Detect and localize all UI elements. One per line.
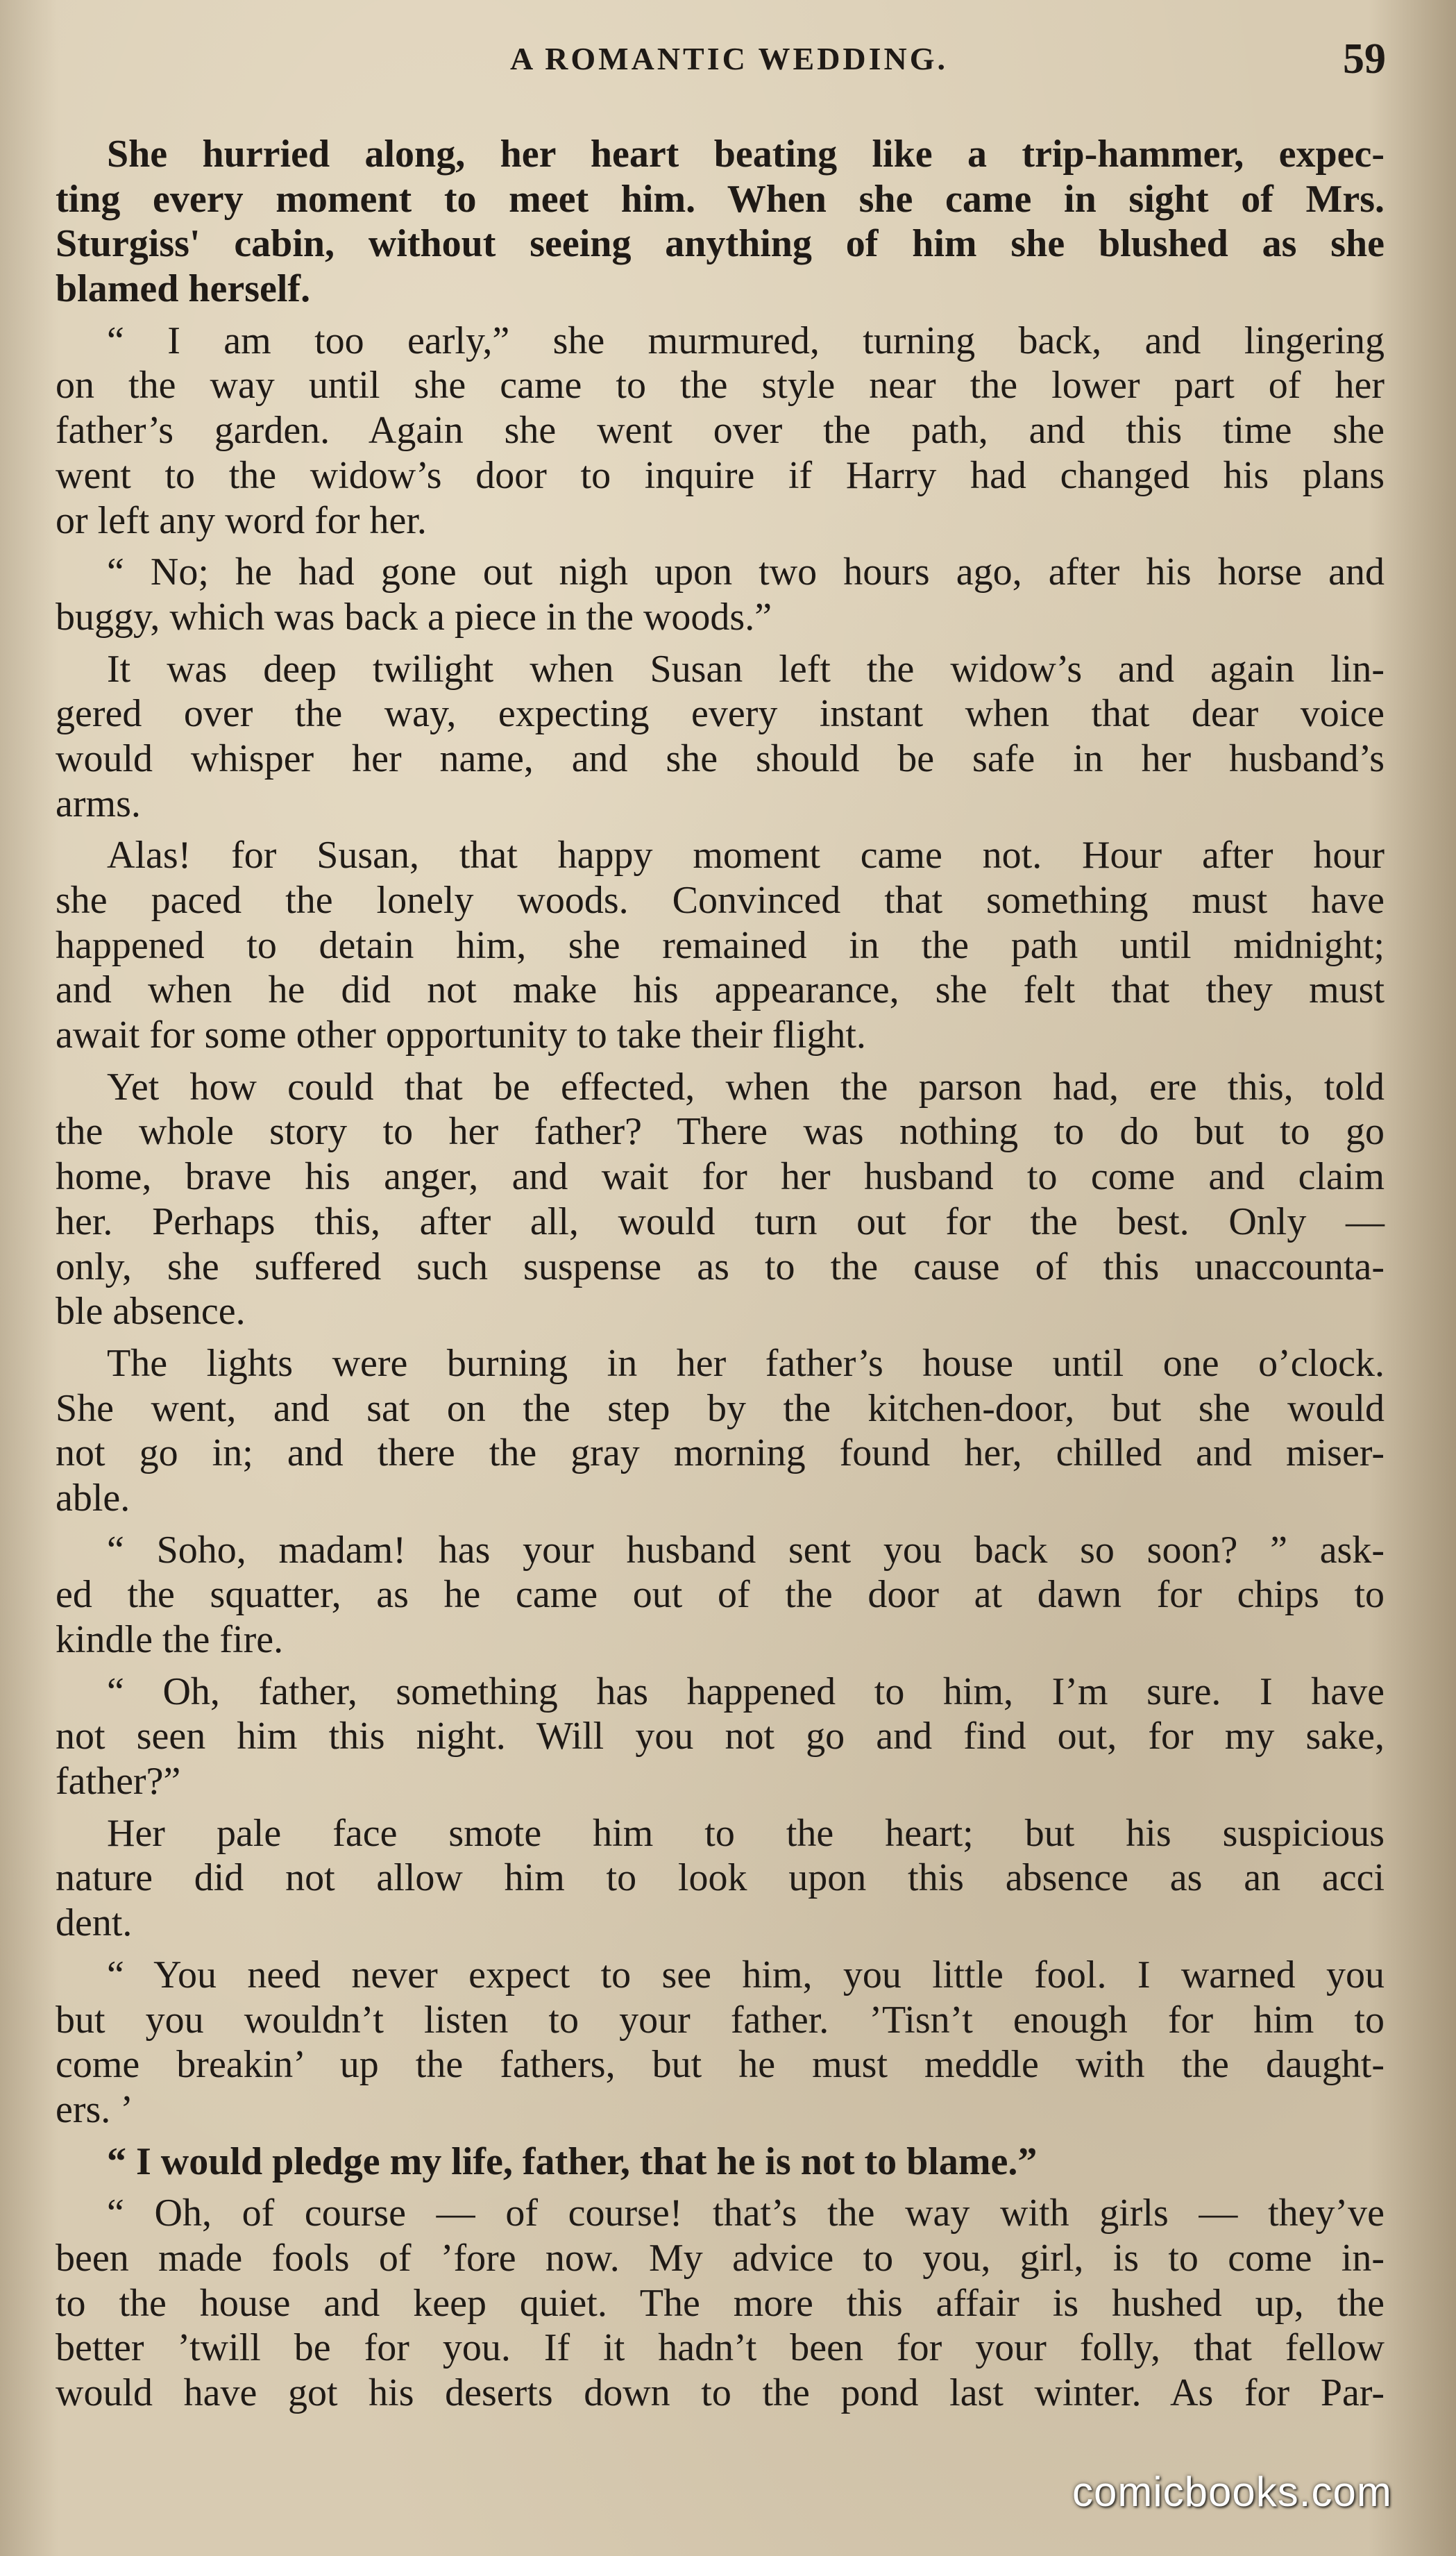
text-line: been made fools of ’fore now. My advice to you, girl, is to come in- [56,2236,1385,2280]
text-line: She went, and sat on the step by the kitchen-door, but she would [56,1386,1385,1430]
text-line: or left any word for her. [56,498,427,542]
text-line: “ Oh, father, something has happened to him, I’m sure. I have [107,1670,1385,1713]
paragraph [56,1811,1385,1946]
text-line: went to the widow’s door to inquire if Harry had changed his plans [56,453,1385,497]
watermark: comicbooks.com [1072,2469,1392,2515]
text-line: happened to detain him, she remained in the path until midnight; [56,923,1385,967]
text-line: home, brave his anger, and wait for her husband to come and claim [56,1155,1385,1199]
text-line: “ No; he had gone out nigh upon two hours ago, after his horse and [107,550,1385,594]
text-line: not seen him this night. Will you not go and find out, for my sake, [56,1715,1385,1758]
text-line: await for some other opportunity to take their flight. [56,1014,866,1057]
paragraph [56,1528,1385,1663]
text-line: Yet how could that be effected, when the parson had, ere this, told [107,1065,1385,1109]
text-line: ers. ’ [56,2087,133,2131]
text-line: she paced the lonely woods. Convinced that something must have [56,879,1385,922]
text-line: able. [56,1476,130,1520]
text-line: come breakin’ up the fathers, but he must meddle with the daught- [56,2043,1385,2087]
text-line: would whisper her name, and she should be safe in her husband’s [56,737,1385,780]
text-line: “ I am too early,” she murmured, turning back, and lingering [107,319,1385,362]
text-line: “ Oh, of course — of course! that’s the way with girls — they’ve [107,2192,1385,2235]
paragraph [56,647,1385,827]
text-line: Her pale face smote him to the heart; but his suspicious [107,1811,1385,1855]
text-line: ed the squatter, as he came out of the door at dawn for chips to [56,1573,1385,1617]
text-line: better ’twill be for you. If it hadn’t been for your folly, that fellow [56,2326,1385,2370]
page-number: 59 [1343,35,1386,83]
paragraph [56,319,1385,543]
text-line: to the house and keep quiet. The more this affair is hushed up, the [56,2281,1385,2325]
text-line: the whole story to her father? There was nothing to do but to go [56,1110,1385,1154]
text-line: It was deep twilight when Susan left the widow’s and again lin- [107,647,1385,691]
running-title: A ROMANTIC WEDDING. [510,41,949,76]
text-line: “ You need never expect to see him, you little fool. I warned you [107,1953,1385,1996]
text-line: only, she suffered such suspense as to the cause of this unaccounta- [56,1245,1385,1288]
text-line: She hurried along, her heart beating like a trip-hammer, expec- [107,133,1385,176]
paragraph [56,833,1385,1057]
text-line: “ Soho, madam! has your husband sent you back so soon? ” ask- [107,1528,1385,1572]
paragraph [56,2139,1385,2185]
text-line: dent. [56,1901,133,1945]
paragraph [56,550,1385,639]
text-line: and when he did not make his appearance, she felt that they must [56,968,1385,1012]
text-line: on the way until she came to the style near the lower part of her [56,364,1385,407]
text-line: “ I would pledge my life, father, that he is not to blame.” [107,2139,1038,2183]
text-line: nature did not allow him to look upon this absence as an acci [56,1856,1385,1900]
text-line: The lights were burning in her father’s house until one o’clock. [107,1341,1385,1385]
body-text [56,132,1385,2423]
text-line: but you wouldn’t listen to your father. ’Tisn’t enough for him to [56,1998,1385,2042]
text-line: Alas! for Susan, that happy moment came not. Hour after hour [107,834,1385,877]
text-line: arms. [56,782,141,825]
paragraph [56,1341,1385,1521]
text-line: buggy, which was back a piece in the woods.” [56,595,772,639]
text-line: blamed herself. [56,267,311,311]
text-line: would have got his deserts down to the pond last winter. As for Par- [56,2371,1385,2414]
text-line: ting every moment to meet him. When she came in sight of Mrs. [56,177,1385,221]
text-line: not go in; and there the gray morning found her, chilled and miser- [56,1431,1385,1475]
text-line: Sturgiss' cabin, without seeing anything of him she blushed as she [56,222,1385,266]
paragraph [56,1953,1385,2133]
text-line: gered over the way, expecting every instant when that dear voice [56,692,1385,736]
running-head [0,35,1456,90]
paragraph [56,132,1385,312]
paragraph [56,1065,1385,1334]
paragraph [56,1670,1385,1804]
text-line: father’s garden. Again she went over the path, and this time she [56,409,1385,453]
text-line: father?” [56,1760,181,1804]
text-line: ble absence. [56,1290,246,1334]
paragraph [56,2191,1385,2415]
text-line: kindle the fire. [56,1618,284,1661]
text-line: her. Perhaps this, after all, would turn out for the best. Only — [56,1200,1385,1243]
